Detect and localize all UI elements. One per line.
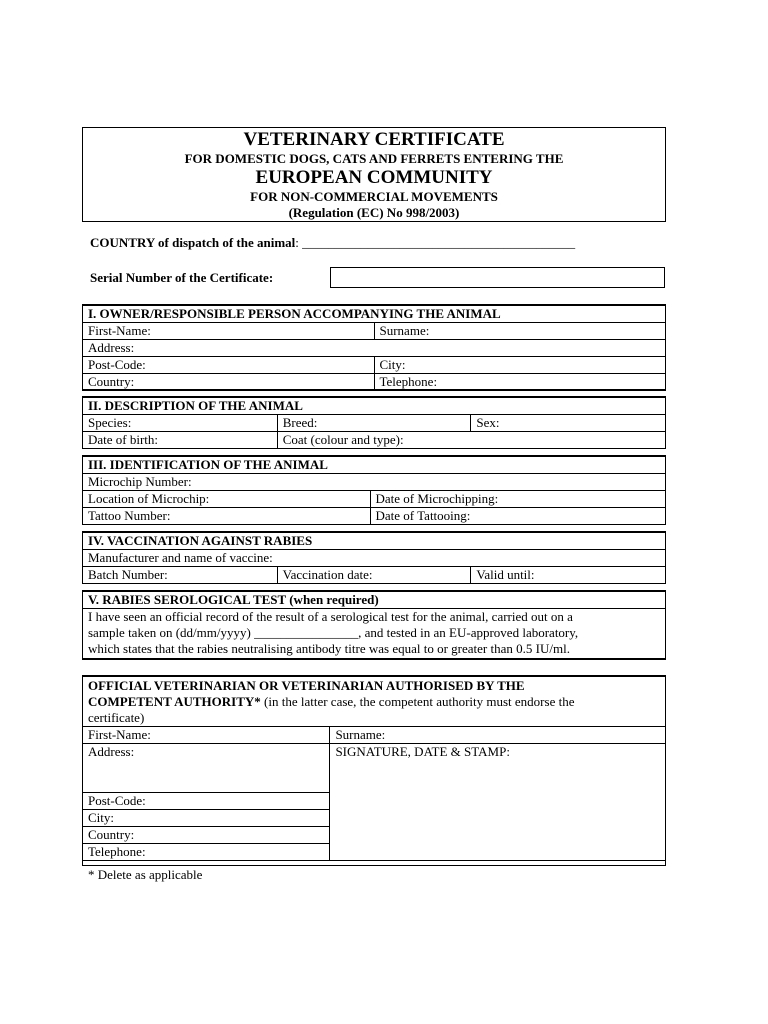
veterinarian-title-line-1: OFFICIAL VETERINARIAN OR VETERINARIAN AUTHORISED BY THE — [88, 678, 525, 693]
tattoo-date-field[interactable]: Date of Tattooing: — [370, 508, 666, 525]
microchip-date-field[interactable]: Date of Microchipping: — [370, 491, 666, 508]
vet-country-field[interactable]: Country: — [83, 827, 330, 844]
certificate-title: VETERINARY CERTIFICATE — [243, 129, 505, 150]
batch-number-field[interactable]: Batch Number: — [83, 567, 278, 584]
vaccination-section — [82, 532, 666, 584]
veterinarian-section-header — [83, 677, 666, 727]
serological-test-statement — [83, 609, 666, 659]
vaccination-date-field[interactable]: Vaccination date: — [277, 567, 471, 584]
vet-address-field[interactable]: Address: — [83, 744, 330, 793]
coat-field[interactable]: Coat (colour and type): — [277, 432, 665, 449]
animal-description-title: II. DESCRIPTION OF THE ANIMAL — [83, 398, 666, 415]
owner-city-field[interactable]: City: — [374, 357, 666, 374]
veterinarian-title-line-2 — [88, 694, 660, 710]
breed-field[interactable]: Breed: — [277, 415, 471, 432]
header-region: EUROPEAN COMMUNITY — [255, 167, 493, 188]
animal-description-section — [82, 397, 666, 449]
microchip-number-field[interactable]: Microchip Number: — [83, 474, 666, 491]
owner-address-field[interactable]: Address: — [83, 340, 666, 357]
vet-city-field[interactable]: City: — [83, 810, 330, 827]
species-field[interactable]: Species: — [83, 415, 278, 432]
date-of-birth-field[interactable]: Date of birth: — [83, 432, 278, 449]
owner-surname-field[interactable]: Surname: — [374, 323, 666, 340]
vet-telephone-field[interactable]: Telephone: — [83, 844, 330, 861]
header-subtitle-2: FOR NON-COMMERCIAL MOVEMENTS — [250, 189, 498, 204]
competent-authority-label: COMPETENT AUTHORITY* — [88, 694, 261, 709]
signature-date-stamp-field[interactable]: SIGNATURE, DATE & STAMP: — [330, 744, 666, 861]
serological-line-2[interactable]: sample taken on (dd/mm/yyyy) ________________, and tested in an EU-approved laboratory, — [88, 625, 579, 640]
serial-number-label: Serial Number of the Certificate: — [90, 270, 274, 285]
header-regulation: (Regulation (EC) No 998/2003) — [288, 205, 460, 220]
country-dispatch-field[interactable]: : __________________________________________ — [295, 235, 576, 250]
vaccination-title: IV. VACCINATION AGAINST RABIES — [83, 533, 666, 550]
vet-post-code-field[interactable]: Post-Code: — [83, 793, 330, 810]
sex-field[interactable]: Sex: — [471, 415, 666, 432]
competent-authority-note: (in the latter case, the competent authority must endorse the — [260, 694, 575, 709]
veterinarian-title-line-3: certificate) — [88, 710, 145, 725]
serological-test-title: V. RABIES SEROLOGICAL TEST (when required) — [83, 592, 666, 609]
country-dispatch-label: COUNTRY of dispatch of the animal — [90, 235, 296, 250]
vaccine-manufacturer-field[interactable]: Manufacturer and name of vaccine: — [83, 550, 666, 567]
owner-section-title: I. OWNER/RESPONSIBLE PERSON ACCOMPANYING THE ANIMAL — [83, 306, 666, 323]
identification-section — [82, 456, 666, 525]
vet-surname-field[interactable]: Surname: — [330, 727, 666, 744]
owner-telephone-field[interactable]: Telephone: — [374, 374, 666, 391]
veterinarian-section — [82, 676, 666, 861]
owner-first-name-field[interactable]: First-Name: — [83, 323, 375, 340]
tattoo-number-field[interactable]: Tattoo Number: — [83, 508, 371, 525]
footnote: * Delete as applicable — [88, 867, 203, 882]
serial-number-field[interactable] — [330, 267, 665, 288]
serological-test-section — [82, 591, 666, 659]
microchip-location-field[interactable]: Location of Microchip: — [83, 491, 371, 508]
certificate-header — [82, 127, 666, 222]
country-dispatch-row — [90, 235, 575, 251]
identification-title: III. IDENTIFICATION OF THE ANIMAL — [83, 457, 666, 474]
owner-section — [82, 305, 666, 391]
serological-line-3: which states that the rabies neutralising antibody titre was equal to or greater than 0.5 IU/ml. — [88, 641, 570, 656]
header-subtitle-1: FOR DOMESTIC DOGS, CATS AND FERRETS ENTERING THE — [184, 151, 564, 166]
owner-country-field[interactable]: Country: — [83, 374, 375, 391]
serological-line-1: I have seen an official record of the result of a serological test for the animal, carried out on a — [88, 609, 573, 624]
owner-post-code-field[interactable]: Post-Code: — [83, 357, 375, 374]
vet-first-name-field[interactable]: First-Name: — [83, 727, 330, 744]
valid-until-field[interactable]: Valid until: — [471, 567, 666, 584]
